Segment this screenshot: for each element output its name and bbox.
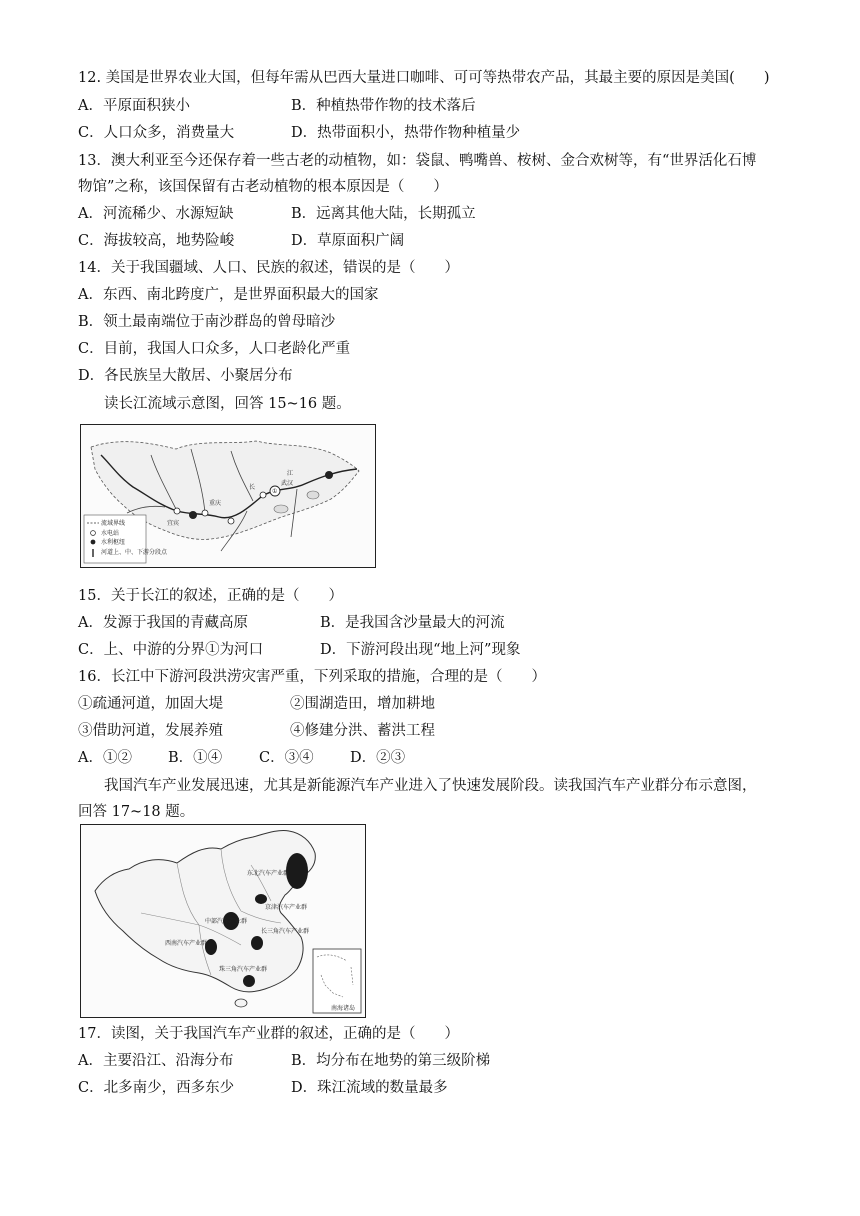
q13-option-a: A．河流稀少、水源短缺 <box>78 206 234 222</box>
q17-option-b: B．均分布在地势的第三级阶梯 <box>291 1053 491 1069</box>
q16-item-4: ④修建分洪、蓄洪工程 <box>290 723 435 739</box>
label-south-china-sea: 南海诸岛 <box>331 1005 356 1012</box>
label-yibin: 宜宾 <box>167 520 180 527</box>
south-china-sea-inset <box>313 949 361 1013</box>
cluster-northeast <box>286 853 308 889</box>
q12-option-c: C．人口众多，消费量大 <box>78 125 235 141</box>
china-auto-industry-map <box>80 824 366 1018</box>
q13-option-c: C．海拔较高，地势险峻 <box>78 233 235 249</box>
hydro-station-icon <box>228 518 234 524</box>
intro-17-18-line2: 回答 17~18 题。 <box>78 804 195 820</box>
intro-15-16: 读长江流域示意图，回答 15~16 题。 <box>104 396 351 412</box>
q15-stem: 15．关于长江的叙述，正确的是（ ） <box>78 588 343 604</box>
q17-option-a: A．主要沿江、沿海分布 <box>78 1053 234 1069</box>
cluster-pearl-delta <box>243 975 255 987</box>
label-river-jiang: 江 <box>287 470 294 477</box>
legend-hub-icon <box>91 540 96 545</box>
label-yangtze-delta: 长三角汽车产业群 <box>261 928 310 935</box>
q16-option-b: B．①④ <box>168 750 223 766</box>
q13-stem-line2: 物馆”之称，该国保留有古老动植物的根本原因是（ ） <box>78 179 448 195</box>
legend-basin-boundary: 流域界线 <box>101 520 126 527</box>
q12-option-d: D．热带面积小，热带作物种植量少 <box>291 125 521 141</box>
label-river-chang: 长 <box>249 484 256 491</box>
q17-option-c: C．北多南少，西多东少 <box>78 1080 235 1096</box>
yangtze-basin-map <box>80 424 376 568</box>
cluster-jingjin <box>255 894 267 904</box>
q15-option-a: A．发源于我国的青藏高原 <box>78 615 248 631</box>
label-jingjin: 京津汽车产业群 <box>265 904 308 911</box>
legend-hydro-station: 水电站 <box>101 530 120 537</box>
q14-option-c: C．目前，我国人口众多，人口老龄化严重 <box>78 341 351 357</box>
q13-stem-line1: 13．澳大利亚至今还保存着一些古老的动植物，如：袋鼠、鸭嘴兽、桉树、金合欢树等，有“世界活化石博 <box>78 153 757 169</box>
q16-option-c: C．③④ <box>259 750 314 766</box>
q16-stem: 16．长江中下游河段洪涝灾害严重，下列采取的措施，合理的是（ ） <box>78 669 546 685</box>
q12-stem: 12. 美国是世界农业大国，但每年需从巴西大量进口咖啡、可可等热带农产品，其最主要的原因是美国( ) <box>78 70 770 86</box>
segment-point-icon <box>325 471 333 479</box>
q14-option-a: A．东西、南北跨度广，是世界面积最大的国家 <box>78 287 379 303</box>
hydro-station-icon <box>174 508 180 514</box>
legend-hydro-icon <box>91 531 96 536</box>
q14-option-d: D．各民族呈大散居、小聚居分布 <box>78 368 293 384</box>
hydro-station-icon <box>260 492 266 498</box>
q13-option-d: D．草原面积广阔 <box>291 233 405 249</box>
q16-item-1: ①疏通河道，加固大堤 <box>78 696 223 712</box>
label-central: 中部汽车产业群 <box>205 918 248 925</box>
intro-17-18-line1: 我国汽车产业发展迅速，尤其是新能源汽车产业进入了快速发展阶段。读我国汽车产业群分布示意图， <box>104 778 757 794</box>
q17-option-d: D．珠江流域的数量最多 <box>291 1080 448 1096</box>
label-point-1: ① <box>272 488 278 495</box>
q13-option-b: B．远离其他大陆，长期孤立 <box>291 206 476 222</box>
q15-option-c: C．上、中游的分界①为河口 <box>78 642 264 658</box>
q14-stem: 14．关于我国疆域、人口、民族的叙述，错误的是（ ） <box>78 260 459 276</box>
q16-item-2: ②围湖造田，增加耕地 <box>290 696 435 712</box>
legend-water-hub: 水利枢纽 <box>101 539 126 546</box>
q14-option-b: B．领土最南端位于南沙群岛的曾母暗沙 <box>78 314 336 330</box>
label-chongqing: 重庆 <box>209 500 222 507</box>
q12-option-b: B．种植热带作物的技术落后 <box>291 98 476 114</box>
cluster-yangtze-delta <box>251 936 263 950</box>
label-pearl-delta: 珠三角汽车产业群 <box>219 966 268 973</box>
label-wuhan: 武汉 <box>281 480 294 487</box>
legend-segment-point: 河道上、中、下游分段点 <box>101 549 168 556</box>
q16-item-3: ③借助河道，发展养殖 <box>78 723 223 739</box>
q17-stem: 17．读图，关于我国汽车产业群的叙述，正确的是（ ） <box>78 1026 459 1042</box>
label-southwest: 西南汽车产业群 <box>165 940 208 947</box>
label-northeast: 东北汽车产业群 <box>247 870 290 877</box>
q15-option-b: B．是我国含沙量最大的河流 <box>320 615 505 631</box>
hydro-station-icon <box>202 510 208 516</box>
q16-option-d: D．②③ <box>350 750 406 766</box>
q15-option-d: D．下游河段出现“地上河”现象 <box>320 642 521 658</box>
segment-point-icon <box>189 511 197 519</box>
q12-option-a: A．平原面积狭小 <box>78 98 190 114</box>
q16-option-a: A．①② <box>78 750 132 766</box>
